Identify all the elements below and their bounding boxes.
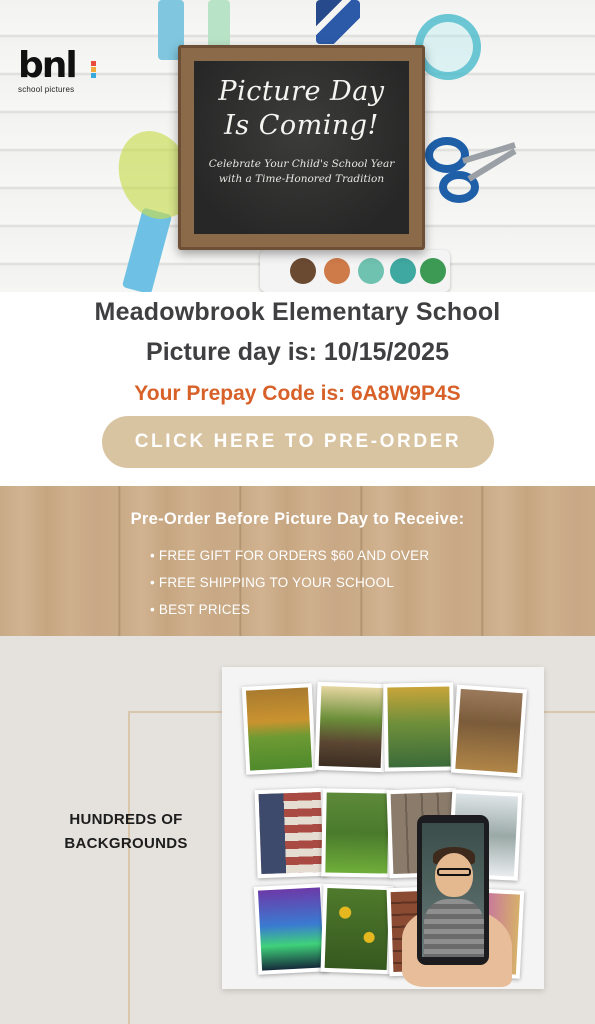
board-subtitle-line1: Celebrate Your Child's School Year xyxy=(208,158,395,170)
backgrounds-label-line2: BACKGROUNDS xyxy=(64,835,188,852)
logo-wordmark: bnl xyxy=(18,45,76,86)
benefits-band xyxy=(0,486,595,636)
benefit-item: • FREE GIFT FOR ORDERS $60 AND OVER xyxy=(150,548,430,563)
phone-preview xyxy=(417,815,489,965)
school-info-section xyxy=(0,292,595,486)
background-thumbnail-autumn-woods xyxy=(451,685,527,778)
logo-color-dots xyxy=(91,61,96,79)
student-portrait xyxy=(422,823,484,957)
pre-order-button[interactable]: CLICK HERE TO PRE-ORDER xyxy=(102,416,494,468)
cyan-pencil-decoration xyxy=(122,208,172,292)
green-pencil-decoration xyxy=(208,0,230,48)
navy-pencils-decoration xyxy=(316,0,360,44)
hero-banner xyxy=(0,0,595,292)
benefits-list xyxy=(150,542,429,623)
backgrounds-label xyxy=(56,808,196,856)
scissors-icon xyxy=(425,125,517,205)
benefits-title: Pre-Order Before Picture Day to Receive: xyxy=(130,510,465,528)
backgrounds-section xyxy=(0,636,595,1024)
chalkboard-surface xyxy=(194,61,409,234)
background-thumbnail-flag xyxy=(254,788,327,878)
backgrounds-label-line1: HUNDREDS OF xyxy=(69,811,183,828)
board-subtitle-line2: with a Time-Honored Tradition xyxy=(218,173,385,185)
watercolor-paint-set-decoration xyxy=(260,250,450,292)
benefit-item: • BEST PRICES xyxy=(150,602,251,617)
background-thumbnail-forest xyxy=(383,682,455,771)
logo-subtitle: school pictures xyxy=(18,85,75,94)
chalkboard xyxy=(178,45,425,250)
bnl-logo xyxy=(18,45,98,94)
background-thumbnail-autumn-meadow xyxy=(242,683,317,775)
background-thumbnail-aurora xyxy=(254,883,329,975)
backgrounds-collage xyxy=(222,667,544,989)
board-title-line2: Is Coming! xyxy=(224,110,379,141)
background-thumbnail-railroad xyxy=(314,682,387,772)
background-thumbnail-sunflowers xyxy=(320,884,393,974)
picture-day-date: Picture day is: 10/15/2025 xyxy=(146,338,449,366)
benefit-item: • FREE SHIPPING TO YOUR SCHOOL xyxy=(150,575,395,590)
glasses-icon xyxy=(437,868,471,876)
background-thumbnail-park xyxy=(321,788,393,877)
board-title-line1: Picture Day xyxy=(218,76,385,107)
prepay-code: Your Prepay Code is: 6A8W9P4S xyxy=(134,382,461,405)
school-name: Meadowbrook Elementary School xyxy=(94,298,501,326)
